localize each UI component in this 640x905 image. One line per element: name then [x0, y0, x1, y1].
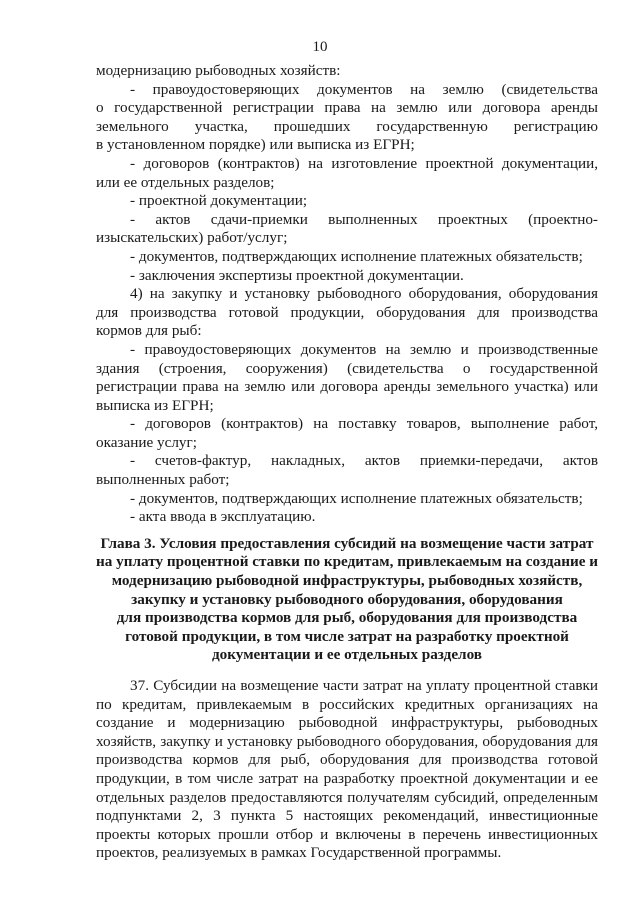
heading-line: документации и ее отдельных разделов	[211, 646, 482, 664]
heading-line: Глава 3. Условия предоставления субсидий на возмещение части затрат	[100, 534, 594, 552]
text-line: или ее отдельных разделов;	[96, 173, 275, 191]
text-line: - заключения экспертизы проектной документации.	[130, 266, 464, 284]
text-line: - акта ввода в эксплуатацию.	[130, 508, 316, 526]
chapter-heading	[96, 535, 598, 665]
text-line: земельного участка, прошедших государственную регистрацию	[96, 117, 598, 135]
page-content	[96, 62, 598, 863]
text-line: - договоров (контрактов) на изготовление проектной документации,	[130, 154, 598, 172]
text-line: изыскательских) работ/услуг;	[96, 229, 288, 247]
text-line: о государственной регистрации права на землю или договора аренды	[96, 99, 598, 117]
text-line: по кредитам, привлекаемым в российских кредитных организациях на	[96, 695, 598, 713]
text-line: проекты которых прошли отбор и включены в перечень инвестиционных	[96, 825, 598, 843]
text-line: - договоров (контрактов) на поставку товаров, выполнение работ,	[130, 415, 598, 433]
requirements-list	[96, 62, 598, 527]
text-line: - счетов-фактур, накладных, актов приемки-передачи, актов	[130, 452, 598, 470]
text-line: - документов, подтверждающих исполнение платежных обязательств;	[130, 489, 583, 507]
text-line: модернизацию рыбоводных хозяйств:	[96, 62, 341, 79]
text-line: 37. Субсидии на возмещение части затрат на уплату процентной ставки	[130, 677, 598, 694]
paragraph-37	[96, 677, 598, 863]
heading-line: готовой продукции, в том числе затрат на разработку проектной	[125, 627, 569, 645]
text-line: - правоудостоверяющих документов на землю и производственные	[130, 340, 598, 358]
text-line: подпунктами 2, 3 пункта 5 настоящих рекомендаций, инвестиционные	[96, 807, 598, 825]
text-line: выписка из ЕГРН;	[96, 396, 214, 414]
text-line: - правоудостоверяющих документов на землю (свидетельства	[130, 80, 598, 98]
heading-line: модернизацию рыбоводной инфраструктуры, рыбоводных хозяйств,	[111, 572, 583, 590]
page-number: 10	[312, 39, 328, 55]
text-line: хозяйств, закупку и установку рыбоводного оборудования, оборудования для	[96, 732, 598, 750]
text-line: регистрации права на землю или договора аренды земельного участка) или	[96, 378, 598, 396]
text-line: производства кормов для рыб, оборудования для производства готовой	[96, 751, 598, 769]
text-line: в установленном порядке) или выписка из ЕГРН;	[96, 136, 415, 154]
text-line: - проектной документации;	[130, 192, 308, 210]
heading-line: закупку и установку рыбоводного оборудования, оборудования	[131, 590, 563, 608]
text-line: кормов для рыб:	[96, 322, 202, 340]
text-line: оказание услуг;	[96, 433, 197, 451]
text-line: проектов, реализуемых в рамках Государственной программы.	[96, 844, 502, 862]
text-line: 4) на закупку и установку рыбоводного оборудования, оборудования	[130, 285, 598, 303]
text-line: здания (строения, сооружения) (свидетельства о государственной	[96, 359, 598, 377]
text-line: создание и модернизацию рыбоводной инфраструктуры, рыбоводных	[96, 714, 598, 732]
text-line: продукции, в том числе затрат на разработку проектной документации и ее	[96, 769, 598, 787]
text-line: для производства готовой продукции, оборудования для производства	[96, 303, 598, 321]
text-line: - актов сдачи-приемки выполненных проектных (проектно-	[130, 210, 598, 228]
heading-line: для производства кормов для рыб, оборудования для производства	[116, 609, 578, 627]
heading-line: на уплату процентной ставки по кредитам, привлекаемым на создание и	[96, 553, 598, 571]
text-line: выполненных работ;	[96, 471, 230, 489]
text-line: - документов, подтверждающих исполнение платежных обязательств;	[130, 247, 583, 265]
text-line: отдельных разделов предоставляются получателям субсидий, определенным	[96, 788, 598, 806]
